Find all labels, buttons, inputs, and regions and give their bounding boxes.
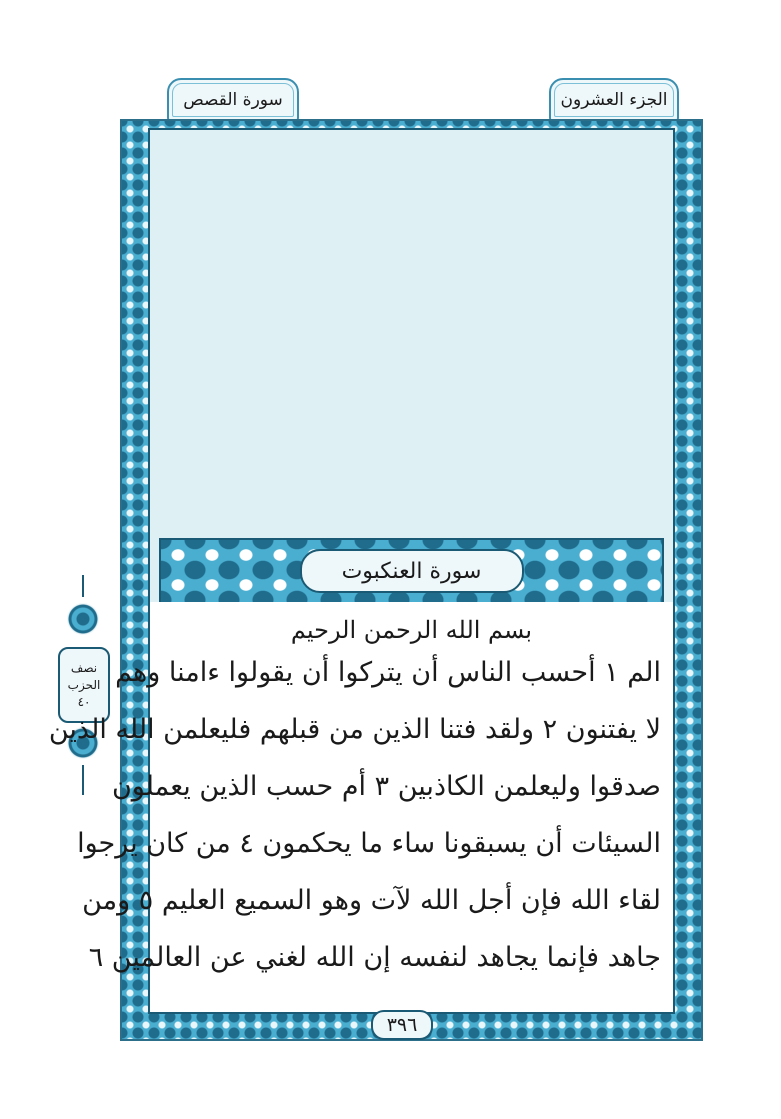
hizb-line-2: الحزب: [67, 677, 101, 692]
surah-banner: [159, 538, 664, 604]
hizb-ornament-top-icon: [67, 603, 99, 635]
hizb-line-1: نصف: [70, 660, 98, 675]
text-line: الم ١ أحسب الناس أن يتركوا أن يقولوا ءامنا وهم: [115, 657, 661, 688]
hizb-stem-bottom: [82, 765, 84, 795]
hizb-line-3: ٤٠: [77, 694, 91, 709]
surah-title: سورة العنكبوت: [300, 549, 524, 593]
juz-header: [549, 78, 679, 122]
hizb-stem-top: [82, 575, 84, 597]
text-line: صدقوا وليعلمن الكاذبين ٣ أم حسب الذين يعملون: [111, 771, 661, 802]
hizb-marker: [58, 575, 108, 795]
text-line: لا يفتنون ٢ ولقد فتنا الذين من قبلهم فليعلمن الله الذين: [48, 714, 661, 745]
text-line: جاهد فإنما يجاهد لنفسه إن الله لغني عن العالمين ٦: [88, 942, 661, 973]
text-line: لقاء الله فإن أجل الله لآت وهو السميع العليم ٥ ومن: [82, 885, 661, 916]
basmala: بسم الله الرحمن الرحيم: [290, 616, 533, 644]
surah-header: [167, 78, 299, 122]
juz-label: الجزء العشرون: [560, 90, 668, 110]
text-line: السيئات أن يسبقونا ساء ما يحكمون ٤ من كان يرجوا: [77, 828, 661, 859]
page-number: ٣٩٦: [371, 1010, 433, 1040]
surah-header-label: سورة القصص: [183, 90, 283, 110]
